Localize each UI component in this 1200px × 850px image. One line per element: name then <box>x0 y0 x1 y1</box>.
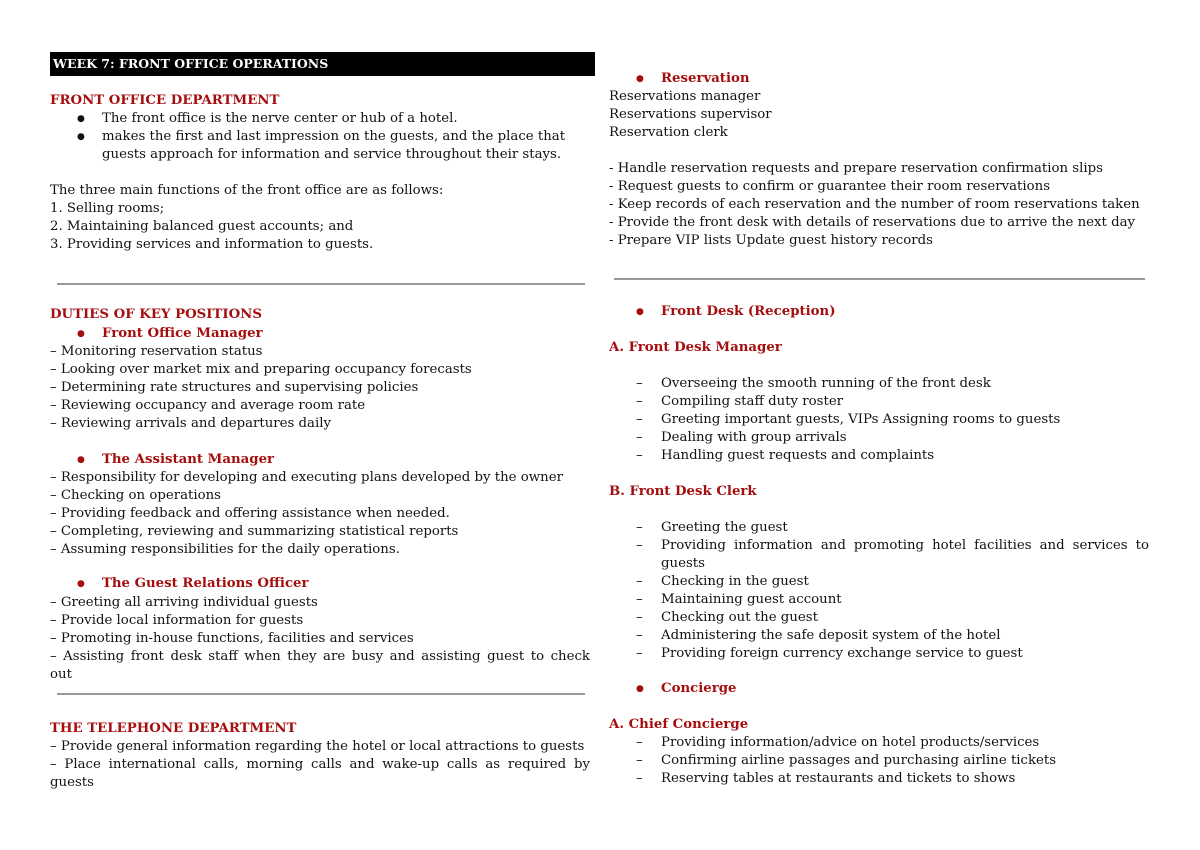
telephone-item-1: – Provide general information regarding the hotel or local attractions to guests <box>50 739 585 754</box>
front-desk-manager-title: A. Front Desk Manager <box>609 340 782 355</box>
reservation-item-5: - Prepare VIP lists Update guest history records <box>609 233 933 248</box>
reservation-item-2: - Request guests to confirm or guarantee their room reservations <box>609 179 1051 194</box>
concierge-title: ● Concierge <box>661 680 737 698</box>
am-item-4: – Completing, reviewing and summarizing statistical reports <box>50 524 459 539</box>
gro-item-3: – Promoting in-house functions, facilities and services <box>50 631 414 646</box>
fdc-item-4: – Maintaining guest account <box>661 591 842 609</box>
front-office-bullet-1: ● The front office is the nerve center or hub of a hotel. <box>102 110 458 128</box>
front-office-heading: FRONT OFFICE DEPARTMENT <box>50 93 280 108</box>
fdm-item-4: – Dealing with group arrivals <box>661 429 847 447</box>
front-office-bullet-2-cont: guests approach for information and service throughout their stays. <box>102 147 562 162</box>
fom-item-4: – Reviewing occupancy and average room rate <box>50 398 366 413</box>
functions-intro: The three main functions of the front office are as follows: <box>50 183 444 198</box>
fdc-item-5: – Checking out the guest <box>661 609 818 627</box>
am-item-5: – Assuming responsibilities for the daily operations. <box>50 542 400 557</box>
cc-item-1: – Providing information/advice on hotel products/services <box>661 734 1039 752</box>
gro-title: ● The Guest Relations Officer <box>102 575 309 593</box>
telephone-item-2-cont: guests <box>50 775 94 790</box>
reservation-role-2: Reservations supervisor <box>609 107 772 122</box>
divider-3 <box>614 278 1145 280</box>
duties-heading: DUTIES OF KEY POSITIONS <box>50 307 262 322</box>
fom-item-1: – Monitoring reservation status <box>50 344 263 359</box>
telephone-heading: THE TELEPHONE DEPARTMENT <box>50 721 297 736</box>
reservation-role-3: Reservation clerk <box>609 125 728 140</box>
fom-title: ● Front Office Manager <box>102 325 263 343</box>
cc-item-3: – Reserving tables at restaurants and tickets to shows <box>661 770 1015 788</box>
fdm-item-3: – Greeting important guests, VIPs Assigning rooms to guests <box>661 411 1060 429</box>
fdm-item-1: – Overseeing the smooth running of the front desk <box>661 375 991 393</box>
gro-item-4: – Assisting front desk staff when they are busy and assisting guest to check <box>50 649 590 664</box>
am-item-2: – Checking on operations <box>50 488 221 503</box>
fom-item-3: – Determining rate structures and supervising policies <box>50 380 419 395</box>
divider-2 <box>57 693 585 695</box>
fdm-item-5: – Handling guest requests and complaints <box>661 447 934 465</box>
front-office-bullet-2: ● makes the first and last impression on the guests, and the place that <box>102 128 565 146</box>
front-desk-title: ● Front Desk (Reception) <box>661 303 836 321</box>
gro-item-4-cont: out <box>50 667 72 682</box>
reservation-item-3: - Keep records of each reservation and the number of room reservations taken <box>609 197 1140 212</box>
function-1: 1. Selling rooms; <box>50 201 165 216</box>
function-2: 2. Maintaining balanced guest accounts; and <box>50 219 354 234</box>
gro-item-1: – Greeting all arriving individual guests <box>50 595 318 610</box>
front-desk-clerk-title: B. Front Desk Clerk <box>609 484 757 499</box>
reservation-item-1: - Handle reservation requests and prepare reservation confirmation slips <box>609 161 1103 176</box>
fdc-item-7: – Providing foreign currency exchange service to guest <box>661 645 1023 663</box>
fom-item-5: – Reviewing arrivals and departures daily <box>50 416 332 431</box>
fdc-item-3: – Checking in the guest <box>661 573 809 591</box>
gro-item-2: – Provide local information for guests <box>50 613 304 628</box>
fom-item-2: – Looking over market mix and preparing occupancy forecasts <box>50 362 472 377</box>
fdc-item-6: – Administering the safe deposit system of the hotel <box>661 627 1000 645</box>
reservation-item-4: - Provide the front desk with details of reservations due to arrive the next day <box>609 215 1136 230</box>
am-item-3: – Providing feedback and offering assistance when needed. <box>50 506 450 521</box>
function-3: 3. Providing services and information to guests. <box>50 237 374 252</box>
reservation-title: ● Reservation <box>661 70 750 88</box>
am-title: ● The Assistant Manager <box>102 451 274 469</box>
fdc-item-1: – Greeting the guest <box>661 519 788 537</box>
telephone-item-2: – Place international calls, morning calls and wake-up calls as required by <box>50 757 590 772</box>
divider-1 <box>57 283 585 285</box>
chief-concierge-title: A. Chief Concierge <box>609 717 749 732</box>
am-item-1: – Responsibility for developing and executing plans developed by the owner <box>50 470 563 485</box>
week-banner: WEEK 7: FRONT OFFICE OPERATIONS <box>50 52 595 76</box>
fdc-item-2: – Providing information and promoting hotel facilities and services to <box>661 537 1149 555</box>
fdc-item-2-cont: guests <box>661 556 705 571</box>
reservation-role-1: Reservations manager <box>609 89 761 104</box>
fdm-item-2: – Compiling staff duty roster <box>661 393 843 411</box>
cc-item-2: – Confirming airline passages and purchasing airline tickets <box>661 752 1056 770</box>
